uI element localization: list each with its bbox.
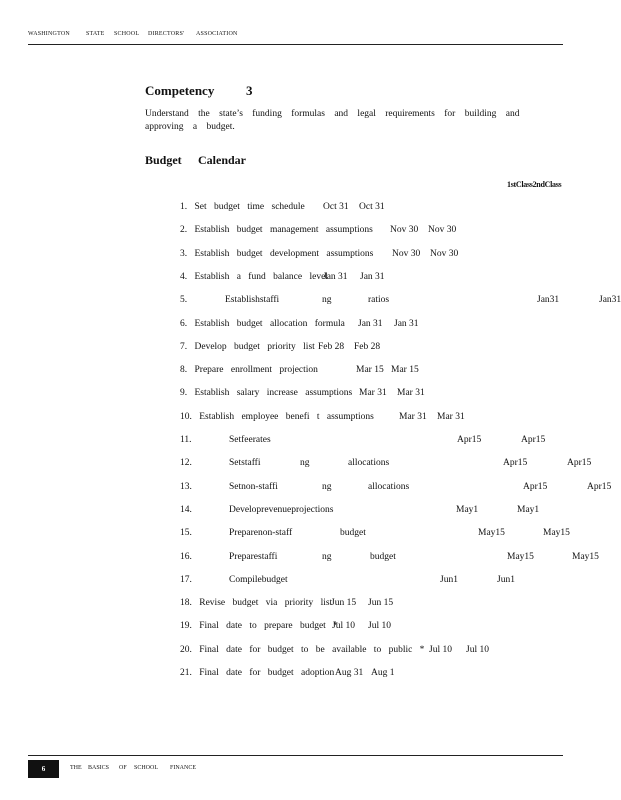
first-class-date: Apr15: [503, 458, 528, 469]
footer-word: THE: [70, 765, 82, 771]
competency-title: [145, 83, 253, 99]
second-class-date: Mar 31: [397, 388, 425, 399]
item-text-part: budget: [340, 528, 366, 539]
column-header: 1stClass2ndClass: [507, 180, 562, 189]
first-class-date: Jul 10: [332, 621, 355, 632]
first-class-date: May1: [456, 504, 479, 515]
item-text: 16.: [180, 551, 192, 562]
first-class-date: Jan 31: [323, 271, 348, 282]
second-class-date: Jan 31: [360, 271, 385, 282]
header-word: ASSOCIATION: [196, 31, 238, 37]
second-class-date: May15: [572, 551, 599, 562]
item-text-part: ng: [322, 551, 332, 562]
item-text: 5.: [180, 295, 188, 306]
running-header: [28, 31, 563, 43]
item-text-part: allocations: [368, 481, 410, 492]
first-class-date: Mar 31: [359, 388, 387, 399]
first-class-date: Mar 31: [399, 411, 427, 422]
second-class-date: Jul 10: [466, 644, 489, 655]
item-text-part: ratios: [368, 295, 390, 306]
item-text: 3. Establish budget development assumptions: [180, 248, 374, 259]
second-class-date: Nov 30: [430, 248, 459, 259]
item-text-part: ng: [322, 481, 332, 492]
second-class-date: Mar 31: [437, 411, 465, 422]
first-class-date: Jul 10: [429, 644, 452, 655]
second-class-date: Apr15: [567, 458, 592, 469]
second-class-date: Mar 15: [391, 365, 419, 376]
second-class-date: May1: [517, 504, 540, 515]
header-word: STATE: [86, 31, 105, 37]
header-rule: [28, 44, 563, 45]
second-class-date: Jun1: [497, 574, 515, 585]
item-text-part: Developrevenueprojections: [229, 504, 334, 515]
first-class-date: Nov 30: [392, 248, 421, 259]
first-class-date: Apr15: [523, 481, 548, 492]
second-class-date: Aug 1: [371, 668, 395, 678]
first-class-date: Apr15: [457, 435, 482, 445]
first-class-date: Oct 31: [323, 202, 349, 212]
item-text-part: Setnon-staffi: [229, 481, 278, 492]
second-class-date: May15: [543, 528, 570, 539]
item-text: 19. Final date to prepare budget *: [180, 621, 338, 632]
first-class-date: Jun1: [440, 574, 458, 585]
first-class-date: Jan 31: [358, 318, 383, 329]
first-class-date: May15: [478, 528, 505, 539]
first-class-date: May15: [507, 551, 534, 562]
item-text: 8. Prepare enrollment projection: [180, 365, 318, 376]
header-word: SCHOOL: [114, 31, 140, 37]
item-text: 18. Revise budget via priority list: [180, 598, 333, 609]
item-text: 21. Final date for budget adoption: [180, 668, 335, 678]
first-class-date: Jan31: [537, 295, 560, 306]
header-word: WASHINGTON: [28, 31, 70, 37]
section-title-word: Calendar: [198, 153, 246, 167]
second-class-date: Apr15: [587, 481, 612, 492]
item-text: 20. Final date for budget to be available to public *: [180, 644, 425, 655]
second-class-date: Jul 10: [368, 621, 391, 632]
item-text: 12.: [180, 458, 192, 469]
item-text-part: Compilebudget: [229, 574, 288, 585]
item-text: 4. Establish a fund balance level: [180, 271, 328, 282]
item-text-part: Setfeerates: [229, 435, 271, 445]
item-text-part: ng: [322, 295, 332, 306]
item-text-part: Setstaffi: [229, 458, 261, 469]
second-class-date: Jan31: [599, 295, 621, 306]
intro-paragraph: Understand the state’s funding formulas and legal requirements for building and approving a budget.: [145, 109, 520, 132]
item-text: 15.: [180, 528, 192, 539]
competency-number: 3: [246, 83, 253, 98]
second-class-date: Feb 28: [354, 341, 381, 352]
item-text: 11.: [180, 435, 192, 445]
section-title-word: Budget: [145, 153, 182, 167]
second-class-date: Apr15: [521, 435, 546, 445]
item-text: 2. Establish budget management assumptions: [180, 225, 373, 236]
item-text-part: Preparenon-staff: [229, 528, 293, 539]
item-text-part: Preparestaffi: [229, 551, 278, 562]
item-text: 13.: [180, 481, 192, 492]
item-text: 14.: [180, 504, 192, 515]
item-text: 17.: [180, 574, 192, 585]
item-text: 1. Set budget time schedule: [180, 202, 305, 212]
footer-word: BASICS: [88, 765, 110, 771]
running-footer: [70, 765, 270, 775]
second-class-date: Nov 30: [428, 225, 457, 236]
first-class-date: Nov 30: [390, 225, 419, 236]
item-text: 7. Develop budget priority list: [180, 341, 315, 352]
item-text-part: Establishstaffi: [225, 295, 280, 306]
item-text: 6. Establish budget allocation formula: [180, 318, 345, 329]
second-class-date: Jan 31: [394, 318, 419, 329]
page-number: 6: [28, 760, 59, 778]
second-class-date: Oct 31: [359, 202, 385, 212]
item-text: 10. Establish employee benefi t assumptions: [180, 411, 374, 422]
second-class-date: Jun 15: [368, 598, 394, 609]
competency-label: Competency: [145, 83, 215, 98]
footer-word: OF: [119, 765, 127, 771]
item-text-part: ng: [300, 458, 310, 469]
footer-word: FINANCE: [170, 765, 197, 771]
first-class-date: Feb 28: [318, 341, 345, 352]
first-class-date: Jun 15: [331, 598, 357, 609]
footer-word: SCHOOL: [134, 765, 159, 771]
footer-rule: [28, 755, 563, 756]
item-text: 9. Establish salary increase assumptions: [180, 388, 353, 399]
item-text-part: allocations: [348, 458, 390, 469]
section-title: [145, 153, 246, 168]
item-text-part: budget: [370, 551, 396, 562]
first-class-date: Mar 15: [356, 365, 384, 376]
header-word: DIRECTORS': [148, 31, 185, 37]
first-class-date: Aug 31: [335, 668, 364, 678]
